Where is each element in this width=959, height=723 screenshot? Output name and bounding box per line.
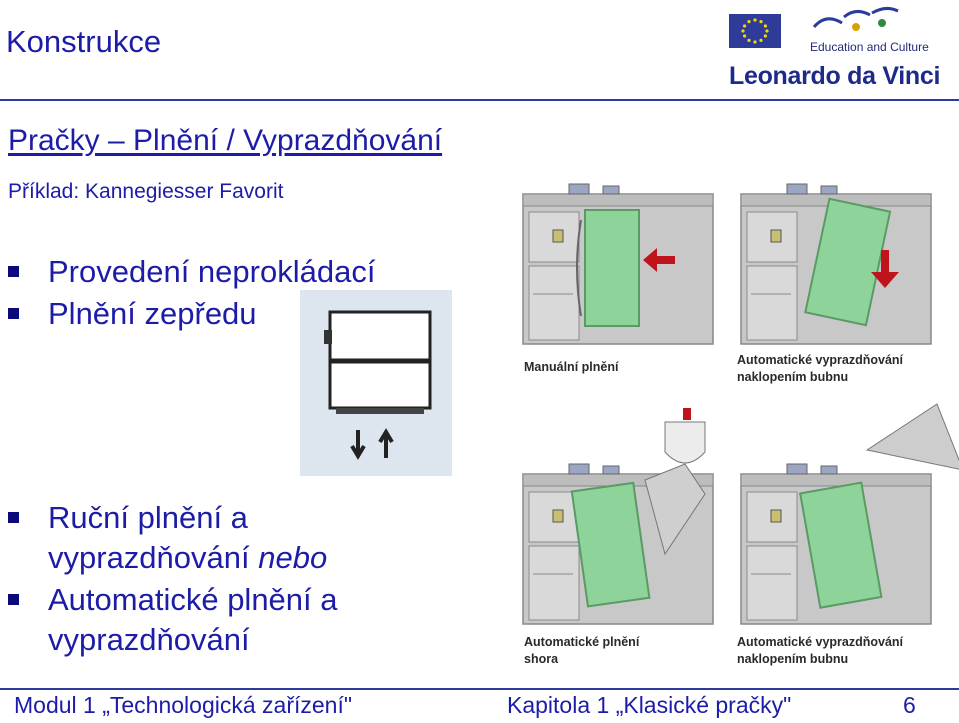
- caption-auto-tilt-bottom: [737, 634, 903, 668]
- slide-heading: Pračky – Plnění / Vyprazdňování: [8, 124, 443, 157]
- bullet-text-line2: vyprazdňování: [48, 540, 259, 575]
- eu-stars-icon: [729, 14, 781, 48]
- machine-tilt-empty-top: [741, 184, 931, 344]
- bullet-square-icon: [8, 594, 19, 605]
- bullet-text: Automatické plnění a: [48, 582, 338, 617]
- washing-machine-illustrations: [515, 180, 959, 670]
- caption-manual-fill: Manuální plnění: [524, 360, 619, 374]
- caption-line: naklopením bubnu: [737, 370, 849, 384]
- footer-module: Modul 1 „Technologická zařízení": [14, 692, 353, 718]
- bullet-text-line2: vyprazdňování: [48, 622, 250, 657]
- leonardo-birds-icon: [812, 5, 922, 37]
- bullet-text: Plnění zepředu: [48, 296, 257, 331]
- eu-flag-logo: [729, 14, 781, 48]
- bullet-item: [48, 498, 327, 578]
- bullet-item: [48, 580, 338, 660]
- bullet-item: [48, 252, 375, 292]
- bullet-item: [48, 294, 257, 334]
- header-divider: [0, 99, 959, 101]
- caption-line: shora: [524, 652, 559, 666]
- caption-auto-fill: [524, 634, 639, 668]
- machine-manual-fill: [523, 184, 713, 344]
- footer-chapter: Kapitola 1 „Klasické pračky": [507, 692, 792, 718]
- machine-side-view-illustration: [300, 290, 452, 476]
- machine-tilt-empty-bottom: [741, 404, 959, 624]
- caption-line: Automatické vyprazdňování: [737, 635, 904, 649]
- bullet-text: Ruční plnění a: [48, 500, 248, 535]
- caption-auto-tilt-top: [737, 352, 903, 386]
- bullet-text: Provedení neprokládací: [48, 254, 376, 289]
- machine-auto-top-fill: [523, 408, 713, 624]
- caption-line: Automatické plnění: [524, 635, 640, 649]
- bullet-square-icon: [8, 512, 19, 523]
- footer-divider: [0, 688, 959, 690]
- caption-line: naklopením bubnu: [737, 652, 849, 666]
- bullet-square-icon: [8, 308, 19, 319]
- slide-title: Konstrukce: [6, 24, 162, 59]
- logo-name-text: Leonardo da Vinci: [729, 62, 941, 90]
- example-text: Příklad: Kannegiesser Favorit: [8, 180, 284, 203]
- bullet-text-italic: nebo: [258, 540, 328, 575]
- logo-program-text: Education and Culture: [810, 40, 929, 54]
- bullet-square-icon: [8, 266, 19, 277]
- page-number: 6: [903, 692, 916, 718]
- caption-line: Automatické vyprazdňování: [737, 353, 904, 367]
